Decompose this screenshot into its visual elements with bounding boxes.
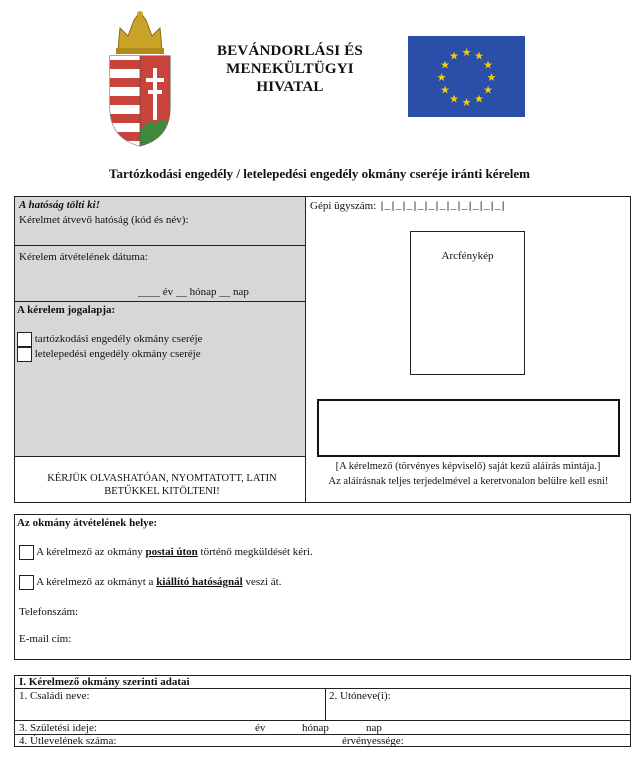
- option-text: A kérelmező az okmányt a: [36, 576, 154, 589]
- date-year: ____ év: [138, 286, 174, 298]
- svg-text:★: ★: [440, 58, 450, 72]
- checkbox[interactable]: [17, 347, 32, 362]
- signature-caption-2: Az aláírásnak teljes terjedelmével a keretvonalon belülre kell esni!: [328, 476, 609, 487]
- form-title: Tartózkodási engedély / letelepedési engedély okmány cseréje iránti kérelem: [109, 166, 530, 181]
- option-text: történő megküldését kéri.: [200, 546, 313, 559]
- section-1-title: I. Kérelmező okmány szerinti adatai: [19, 676, 190, 688]
- option-label: tartózkodási engedély okmány cseréje: [34, 333, 203, 346]
- option-text: veszi át.: [245, 576, 282, 589]
- date-day: __ nap: [219, 286, 249, 298]
- authority-note: A hatóság tölti ki!: [19, 199, 100, 211]
- checkbox[interactable]: [17, 332, 32, 347]
- svg-text:★: ★: [461, 96, 472, 109]
- column-divider: [305, 197, 306, 502]
- receiving-authority-label: Kérelmet átvevő hatóság (kód és név):: [19, 214, 189, 226]
- case-number-boxes: |_|_|_|_|_|_|_|_|_|_|_|: [379, 202, 506, 213]
- legal-basis-option-1[interactable]: [17, 332, 202, 347]
- signature-box[interactable]: [317, 399, 620, 457]
- svg-text:★: ★: [440, 83, 450, 97]
- svg-text:★: ★: [461, 46, 472, 59]
- divider: [325, 688, 326, 720]
- option-label: letelepedési engedély okmány cseréje: [34, 348, 201, 361]
- svg-text:★: ★: [486, 71, 497, 84]
- pickup-option-post[interactable]: [19, 545, 313, 560]
- pickup-option-authority[interactable]: [19, 575, 282, 590]
- passport-validity-field[interactable]: érvényessége:: [342, 735, 404, 747]
- option-emphasis: kiállító hatóságnál: [156, 576, 243, 589]
- legal-basis-title: A kérelem jogalapja:: [17, 304, 116, 316]
- agency-name-line-1: BEVÁNDORLÁSI ÉS: [217, 43, 363, 59]
- signature-caption-1: [A kérelmező (törvényes képviselő) saját kezű aláírás mintája.]: [335, 461, 601, 472]
- svg-text:★: ★: [483, 58, 493, 72]
- phone-label: Telefonszám:: [19, 606, 79, 618]
- receipt-date-label: Kérelem átvételének dátuma:: [19, 251, 148, 263]
- checkbox[interactable]: [19, 545, 34, 560]
- birth-day-label: nap: [366, 722, 382, 734]
- svg-text:★: ★: [474, 49, 484, 63]
- eu-flag-icon: [408, 36, 525, 117]
- surname-field[interactable]: 1. Családi neve:: [19, 690, 90, 702]
- legal-basis-option-2[interactable]: [17, 347, 201, 362]
- svg-text:★: ★: [449, 92, 459, 106]
- case-number-label: Gépi ügyszám:: [310, 200, 377, 212]
- svg-text:★: ★: [474, 92, 484, 106]
- pickup-title: Az okmány átvételének helye:: [17, 517, 158, 529]
- latin-letters-notice: KÉRJÜK OLVASHATÓAN, NYOMTATOTT, LATIN BETŰKKEL KITÖLTENI!: [47, 473, 277, 497]
- svg-text:★: ★: [436, 71, 447, 84]
- svg-text:★: ★: [449, 49, 459, 63]
- birth-year-label: év: [255, 722, 266, 734]
- option-text: A kérelmező az okmány: [36, 546, 143, 559]
- coat-of-arms-icon: [104, 8, 176, 148]
- agency-name-line-3: HIVATAL: [256, 79, 324, 95]
- given-names-field[interactable]: 2. Utóneve(i):: [329, 690, 391, 702]
- divider: [15, 301, 305, 302]
- divider: [15, 245, 305, 246]
- option-emphasis: postai úton: [145, 546, 198, 559]
- email-label: E-mail cím:: [19, 633, 72, 645]
- birth-date-field[interactable]: 3. Születési ideje:: [19, 722, 97, 734]
- authority-panel: [15, 197, 305, 456]
- checkbox[interactable]: [19, 575, 34, 590]
- agency-name: [205, 42, 375, 96]
- date-month: __ hónap: [175, 286, 217, 298]
- divider: [15, 456, 305, 457]
- passport-number-field[interactable]: 4. Útlevelének száma:: [19, 735, 117, 747]
- receipt-date-fields[interactable]: [138, 286, 249, 299]
- divider: [15, 720, 630, 721]
- agency-name-line-2: MENEKÜLTÜGYI: [226, 61, 354, 77]
- photo-label: Arcfénykép: [441, 250, 494, 262]
- svg-text:★: ★: [483, 83, 493, 97]
- case-number[interactable]: [310, 200, 506, 214]
- birth-month-label: hónap: [302, 722, 329, 734]
